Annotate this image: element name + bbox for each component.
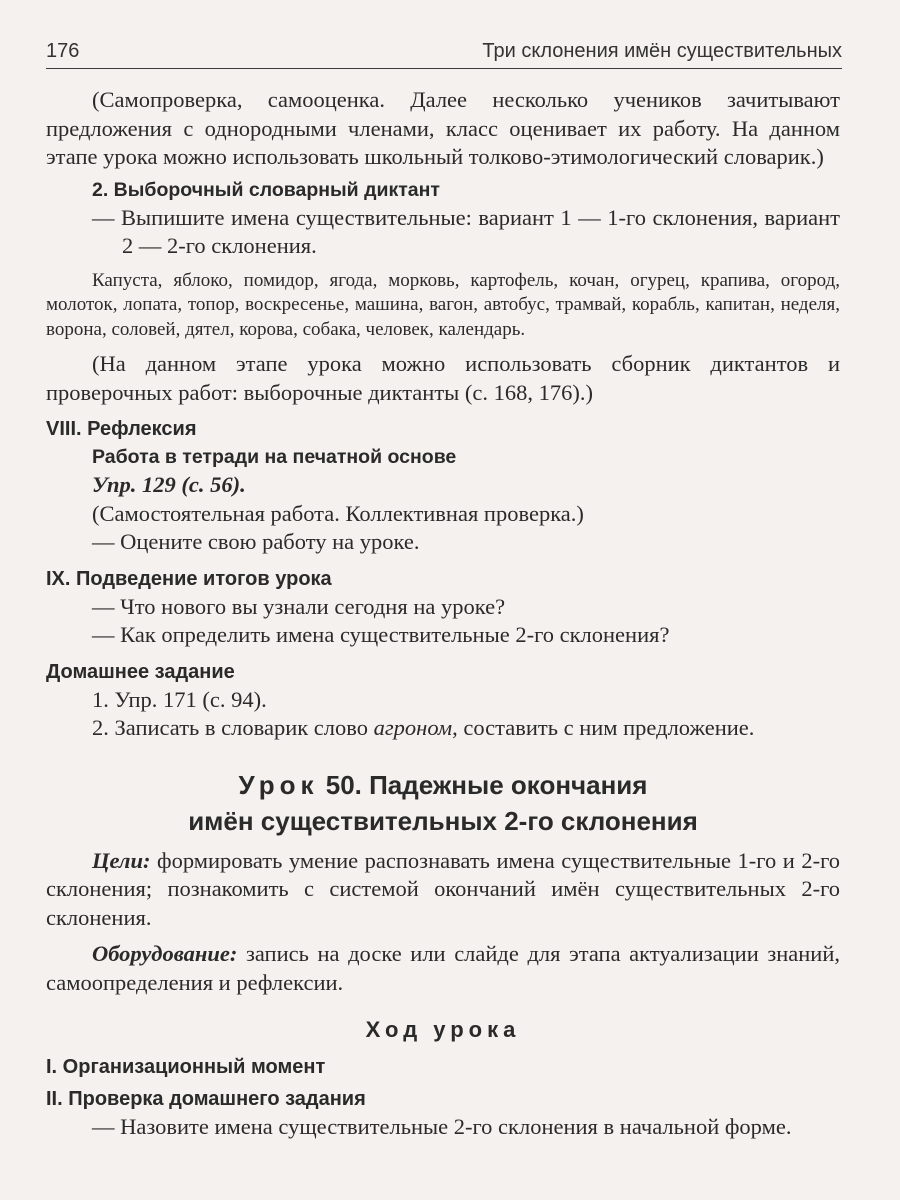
word-list: Капуста, яблоко, помидор, ягода, морковь, картофель, кочан, огурец, крапива, огород, молоток, лопата, топор, воскресенье, машина, вагон, автобус, трамвай, корабль, капитан, неделя, ворона, соловей, дятел, корова, собака, человек, календарь.: [46, 269, 840, 340]
lesson-title: [46, 767, 840, 839]
homework-item-2-text: 2. Записать в словарик слово: [92, 715, 374, 740]
homework-item-2: [46, 714, 840, 743]
goals-text: формировать умение распознавать имена существительные 1-го и 2-го склонения; познакомить с системой окончаний имён существительных 2-го склонения.: [46, 847, 840, 930]
equipment-paragraph: [46, 940, 840, 997]
page-header: [46, 36, 842, 69]
lesson-title-line-1: [46, 767, 840, 803]
lesson-title-word: Урок: [238, 769, 319, 800]
homework-item-2-rest: , составить с ним предложение.: [452, 715, 755, 740]
homework-word: агроном: [373, 715, 453, 740]
stage-1-heading: I. Организационный момент: [46, 1056, 326, 1078]
dictation-heading: 2. Выборочный словарный диктант: [92, 178, 440, 201]
running-title: Три склонения имён существительных: [482, 40, 842, 62]
lesson-title-line-2: имён существительных 2-го склонения: [188, 805, 698, 836]
reflection-heading: VIII. Рефлексия: [46, 418, 197, 440]
dictation-task: — Выпишите имена существительные: вариант 1 — 1-го склонения, вариант 2 — 2-го склонения.: [92, 204, 840, 258]
exercise-reference: Упр. 129 (с. 56).: [92, 472, 246, 497]
summary-question-2: — Как определить имена существительные 2-го склонения?: [92, 622, 670, 647]
page-number: 176: [46, 40, 80, 62]
equipment-label: Оборудование:: [92, 941, 238, 966]
workbook-subheading: Работа в тетради на печатной основе: [92, 446, 457, 468]
lesson-title-rest: 50. Падежные окончания: [318, 769, 648, 800]
course-heading: Ход урока: [365, 1017, 521, 1042]
goals-paragraph: [46, 847, 840, 933]
stage-2-heading: II. Проверка домашнего задания: [46, 1088, 366, 1110]
goals-label: Цели:: [92, 847, 151, 873]
self-assessment-question: — Оцените свою работу на уроке.: [92, 529, 420, 554]
independent-work-note: (Самостоятельная работа. Коллективная проверка.): [92, 500, 584, 526]
page-content: [46, 86, 840, 1142]
stage-2-task: — Назовите имена существительные 2-го склонения в начальной форме.: [92, 1114, 792, 1139]
homework-item-1: 1. Упр. 171 (с. 94).: [92, 686, 267, 712]
self-check-paragraph: (Самопроверка, самооценка. Далее несколько учеников зачитывают предложения с однородными членами, класс оценивает их работу. На данном этапе урока можно использовать школьный толково-этимологический словарик.): [46, 87, 840, 169]
equipment-text: запись на доске или слайде для этапа актуализации знаний, самоопределения и рефлексии.: [46, 941, 840, 995]
homework-heading: Домашнее задание: [46, 660, 235, 683]
summary-heading: IX. Подведение итогов урока: [46, 567, 332, 590]
summary-question-1: — Что нового вы узнали сегодня на уроке?: [92, 593, 506, 619]
collection-note: (На данном этапе урока можно использовать сборник диктантов и проверочных работ: выборочные диктанты (с. 168, 176).): [46, 351, 840, 405]
